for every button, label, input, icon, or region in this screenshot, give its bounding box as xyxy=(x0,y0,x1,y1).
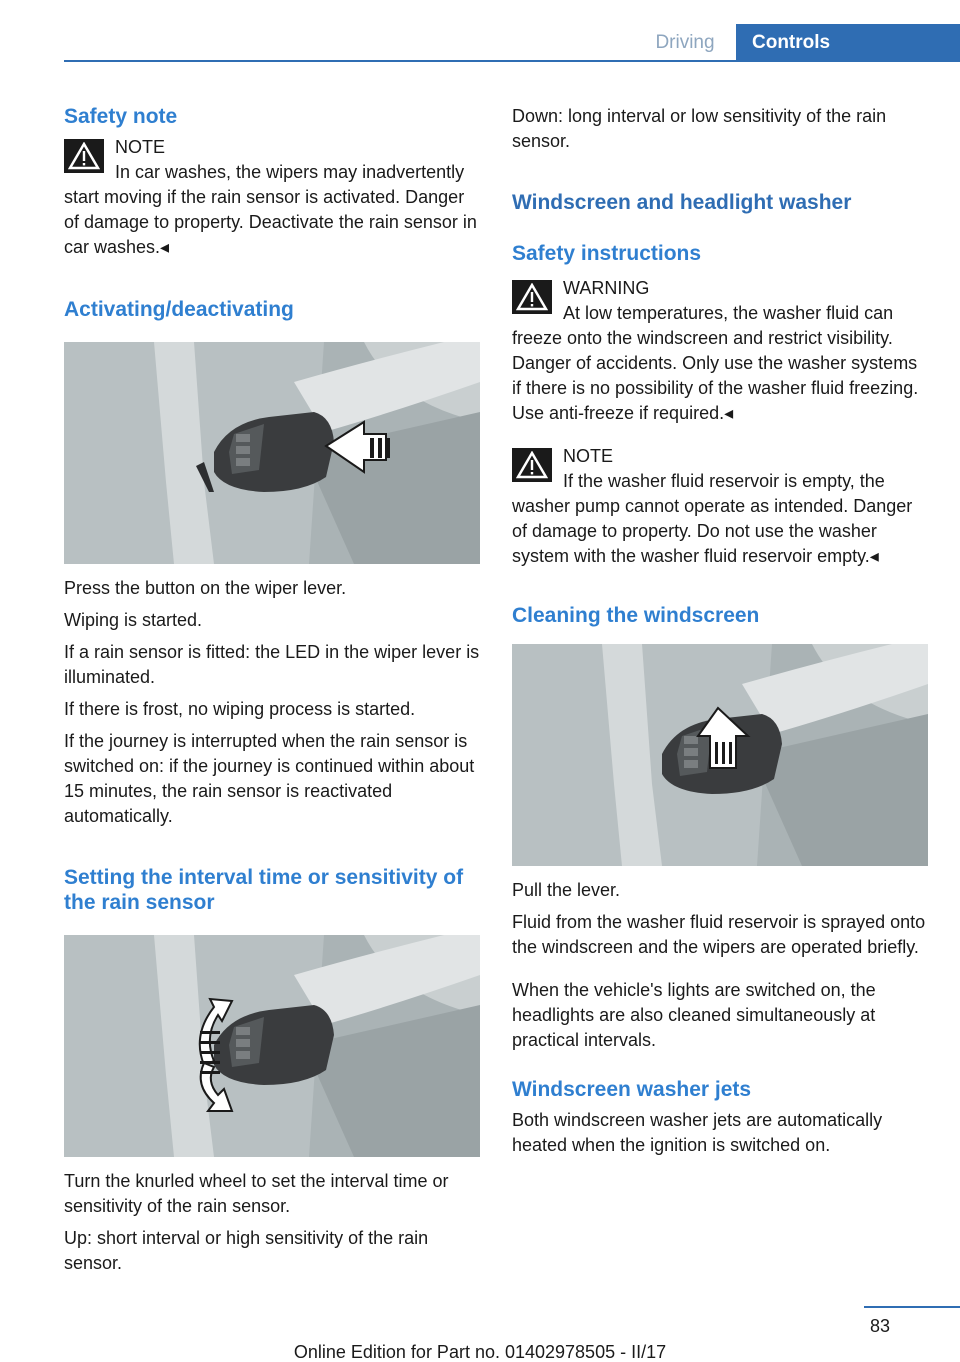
pull-lever-illustration xyxy=(512,644,928,866)
safety-instructions-heading: Safety instructions xyxy=(512,242,702,265)
header-tab-controls: Controls xyxy=(736,24,960,62)
note-body: In car washes, the wipers may inadvertently start moving if the rain sensor is activated. Danger of damage to property. Deactivate the rain sensor in car washes.◂ xyxy=(64,162,477,257)
frost-text: If there is frost, no wiping process is started. xyxy=(64,699,416,719)
header-tab-driving: Driving xyxy=(655,32,715,53)
page-number: 83 xyxy=(869,1316,890,1336)
right-column xyxy=(512,100,930,1158)
edition-footer: Online Edition for Part no. 01402978505 - II/17 xyxy=(293,1342,667,1362)
warning-triangle-icon xyxy=(512,448,552,482)
down-interval-text: Down: long interval or low sensitivity of the rain sensor. xyxy=(512,106,887,151)
led-text: If a rain sensor is fitted: the LED in the wiper lever is illuminated. xyxy=(64,642,480,687)
wiper-button-illustration xyxy=(64,342,480,564)
safety-note-heading: Safety note xyxy=(64,105,178,128)
warning-body: At low temperatures, the washer fluid can freeze onto the windscreen and restrict visibility. Danger of accidents. Only use the washer systems if there is no possibility of the washer fluid freezing. Use anti-freeze if required.◂ xyxy=(512,303,919,423)
warning-triangle-icon xyxy=(512,280,552,314)
washer-heading: Windscreen and headlight washer xyxy=(512,191,852,214)
wiping-started-text: Wiping is started. xyxy=(64,610,203,630)
warning-triangle-icon xyxy=(64,139,104,173)
warning-freeze xyxy=(512,276,930,426)
header-rule xyxy=(64,60,960,62)
activating-heading: Activating/deactivating xyxy=(64,298,294,321)
note-title: NOTE xyxy=(563,446,614,466)
interval-heading: Setting the interval time or sensitivity of the rain sensor xyxy=(64,866,464,914)
note-empty-reservoir xyxy=(512,444,930,569)
pull-lever-text: Pull the lever. xyxy=(512,880,621,900)
fluid-sprayed-text: Fluid from the washer fluid reservoir is sprayed onto the windscreen and the wipers are operated briefly. xyxy=(512,912,926,957)
knurled-wheel-illustration xyxy=(64,935,480,1157)
journey-text: If the journey is interrupted when the rain sensor is switched on: if the journey is continued within about 15 minutes, the rain sensor is reactivated automatically. xyxy=(64,731,475,826)
footer-rule xyxy=(864,1306,960,1308)
headlights-cleaned-text: When the vehicle's lights are switched on, the headlights are also cleaned simultaneously at practical intervals. xyxy=(512,980,876,1050)
jets-heated-text: Both windscreen washer jets are automatically heated when the ignition is switched on. xyxy=(512,1110,883,1155)
cleaning-heading: Cleaning the windscreen xyxy=(512,604,760,627)
note-title: NOTE xyxy=(115,137,166,157)
note-car-wash xyxy=(64,135,482,260)
note-body: If the washer fluid reservoir is empty, the washer pump cannot operate as intended. Danger of damage to property. Do not use the washer system with the washer fluid reservoir empty.◂ xyxy=(512,471,913,566)
warning-title: WARNING xyxy=(563,278,650,298)
up-interval-text: Up: short interval or high sensitivity of the rain sensor. xyxy=(64,1228,429,1273)
press-button-text: Press the button on the wiper lever. xyxy=(64,578,347,598)
left-column xyxy=(64,100,482,1276)
jets-heading: Windscreen washer jets xyxy=(512,1078,752,1101)
turn-wheel-text: Turn the knurled wheel to set the interval time or sensitivity of the rain sensor. xyxy=(64,1171,449,1216)
